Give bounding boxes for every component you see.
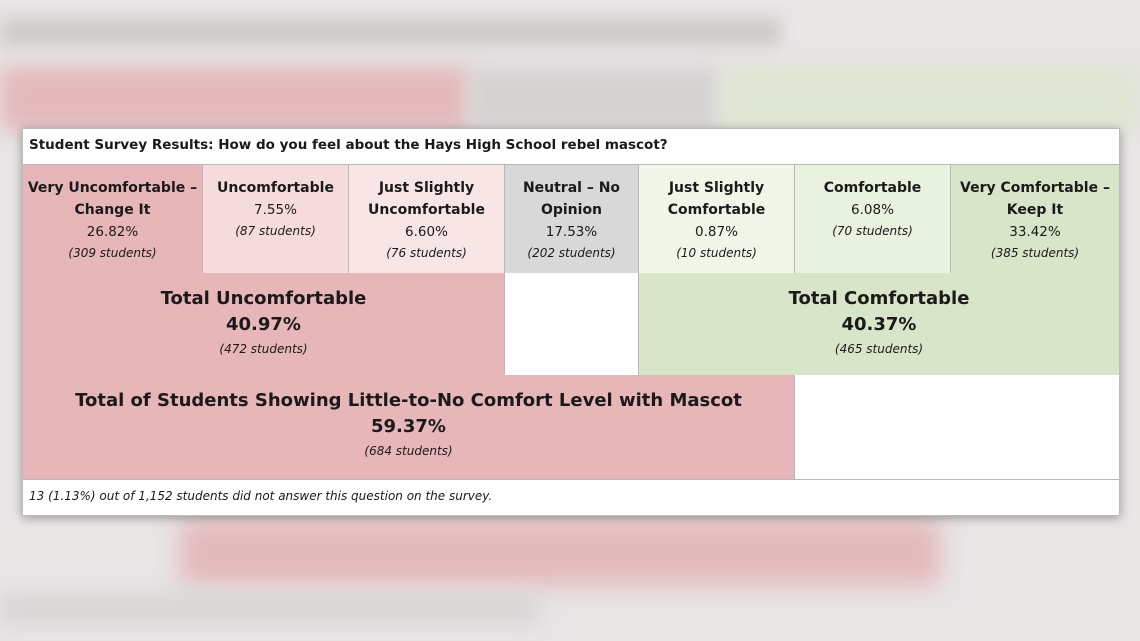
totals-empty-cell: [505, 273, 639, 375]
cell-percent: 7.55%: [254, 202, 297, 218]
cell-percent: 26.82%: [86, 224, 139, 240]
cell-just-slightly-uncomfortable: [349, 165, 505, 273]
cell-label: Just Slightly Uncomfortable: [368, 180, 485, 218]
cell-label: Neutral – No Opinion: [522, 180, 621, 218]
cell-neutral: [505, 165, 639, 273]
table-title: Student Survey Results: How do you feel about the Hays High School rebel mascot?: [23, 129, 1119, 165]
survey-results-table: [22, 128, 1120, 516]
blurred-band: [470, 66, 720, 132]
cell-label: Comfortable: [823, 180, 922, 196]
cell-very-uncomfortable: [23, 165, 203, 273]
footnote: 13 (1.13%) out of 1,152 students did not answer this question on the survey.: [29, 489, 493, 503]
cell-students: (385 students): [990, 246, 1080, 260]
total-students: (472 students): [219, 342, 308, 356]
cell-students: (70 students): [832, 224, 913, 238]
cell-students: (87 students): [235, 224, 316, 238]
blurred-text-line: [0, 18, 780, 46]
blurred-band: [720, 66, 1140, 132]
cell-percent: 33.42%: [1009, 224, 1061, 240]
cell-percent: 6.60%: [405, 224, 448, 240]
cell-students: (10 students): [676, 246, 757, 260]
cell-percent: 6.08%: [851, 202, 894, 218]
cell-label: Just Slightly Comfortable: [667, 180, 766, 218]
cell-label: Uncomfortable: [217, 180, 334, 196]
totals-row: [23, 273, 1119, 376]
total-students: (465 students): [834, 342, 924, 356]
total-label: Total Uncomfortable: [160, 288, 367, 309]
little-to-no-comfort-row: [23, 375, 1119, 480]
blurred-band: [180, 520, 940, 586]
cell-label: Very Comfortable – Keep It: [960, 180, 1110, 218]
total-comfortable-cell: [639, 273, 1119, 375]
little-to-no-percent: 59.37%: [371, 416, 446, 437]
cell-label: Very Uncomfortable – Change It: [27, 180, 198, 218]
cell-percent: 17.53%: [545, 224, 598, 240]
cell-comfortable: [795, 165, 951, 273]
total-percent: 40.37%: [841, 314, 917, 335]
little-to-no-comfort-cell: [23, 375, 795, 479]
blurred-band: [0, 592, 540, 626]
little-to-no-label: Total of Students Showing Little-to-No Comfort Level with Mascot: [75, 390, 742, 411]
little-to-no-empty-cell: [795, 375, 1119, 479]
response-row: [23, 165, 1119, 274]
cell-students: (309 students): [68, 246, 157, 260]
cell-uncomfortable: [203, 165, 349, 273]
cell-just-slightly-comfortable: [639, 165, 795, 273]
total-percent: 40.97%: [226, 314, 301, 335]
cell-very-comfortable: [951, 165, 1119, 273]
little-to-no-students: (684 students): [364, 444, 453, 458]
total-label: Total Comfortable: [788, 288, 970, 309]
cell-students: (202 students): [527, 246, 616, 260]
cell-percent: 0.87%: [695, 224, 738, 240]
cell-students: (76 students): [386, 246, 467, 260]
blurred-band: [0, 66, 470, 132]
total-uncomfortable-cell: [23, 273, 505, 375]
